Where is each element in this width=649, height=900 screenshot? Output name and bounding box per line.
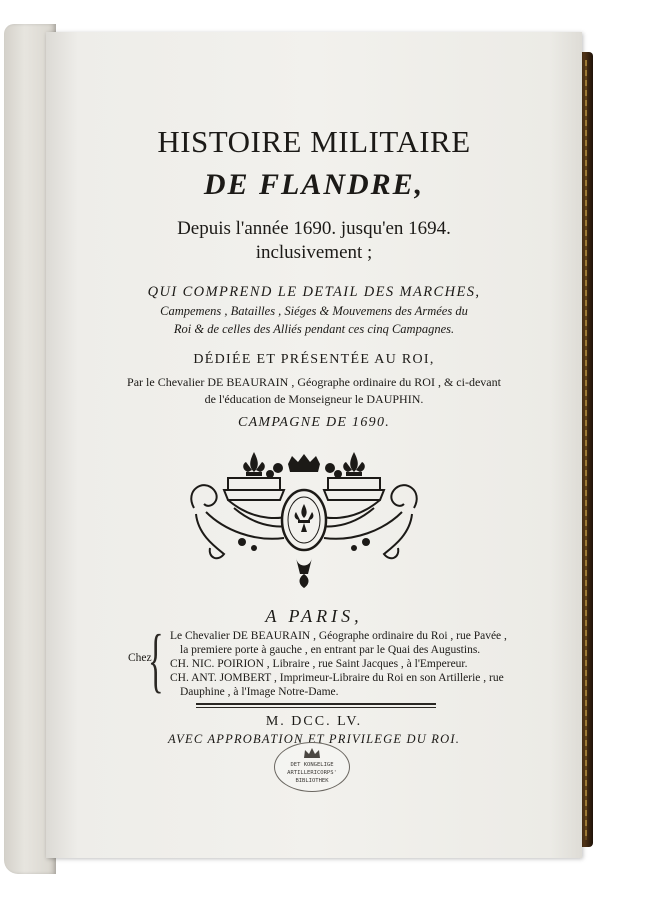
title-line-2: DE FLANDRE, xyxy=(203,168,425,201)
imprint-rule-thin xyxy=(196,707,436,708)
publisher-line-2: la premiere porte à gauche , en entrant par le Quai des Augustins. xyxy=(180,644,481,656)
stamp-crown-icon xyxy=(303,747,321,759)
description-line-3: Roi & de celles des Alliés pendant ces cinq Campagnes. xyxy=(173,322,455,336)
spine-gilt-decoration xyxy=(585,60,587,840)
publisher-line-4: CH. ANT. JOMBERT , Imprimeur-Libraire du Roi en son Artillerie , rue xyxy=(170,672,504,684)
title-line-1: HISTOIRE MILITAIRE xyxy=(157,124,471,159)
inclusive-line: inclusivement ; xyxy=(255,242,373,263)
privilege-line: AVEC APPROBATION ET PRIVILEGE DU ROI. xyxy=(167,732,461,746)
publisher-brace: { xyxy=(148,620,164,700)
stamp-line-1: DET KONGELIGE xyxy=(290,762,334,768)
imprint-chez: Chez xyxy=(128,652,152,664)
publisher-line-5: Dauphine , à l'Image Notre-Dame. xyxy=(180,686,339,698)
imprint-rule-thick xyxy=(196,703,436,705)
campaign-line: CAMPAGNE DE 1690. xyxy=(237,415,391,430)
library-stamp xyxy=(274,742,350,792)
date-range-line: Depuis l'année 1690. jusqu'en 1694. xyxy=(177,218,451,239)
imprint-city: A PARIS, xyxy=(265,606,363,626)
publication-year: M. DCC. LV. xyxy=(265,714,363,729)
author-line-1: Par le Chevalier DE BEAURAIN , Géographe ordinaire du ROI , & ci-devant xyxy=(127,375,501,389)
title-page xyxy=(46,32,582,858)
publisher-line-1: Le Chevalier DE BEAURAIN , Géographe ordinaire du Roi , rue Pavée , xyxy=(170,630,507,642)
dedication-line: DÉDIÉE ET PRÉSENTÉE AU ROI, xyxy=(193,352,435,367)
stamp-line-2: ARTILLERICORPS' xyxy=(287,770,337,776)
publisher-line-3: CH. NIC. POIRION , Libraire , rue Saint Jacques , à l'Empereur. xyxy=(170,658,468,670)
description-line-2: Campemens , Batailles , Siéges & Mouvemens des Armées du xyxy=(160,304,468,318)
royal-ornament-vignette xyxy=(184,450,424,590)
description-line-1: QUI COMPREND LE DETAIL DES MARCHES, xyxy=(147,284,481,300)
author-line-2: de l'éducation de Monseigneur le DAUPHIN. xyxy=(204,392,424,406)
stamp-line-3: BIBLIOTHEK xyxy=(295,778,329,784)
